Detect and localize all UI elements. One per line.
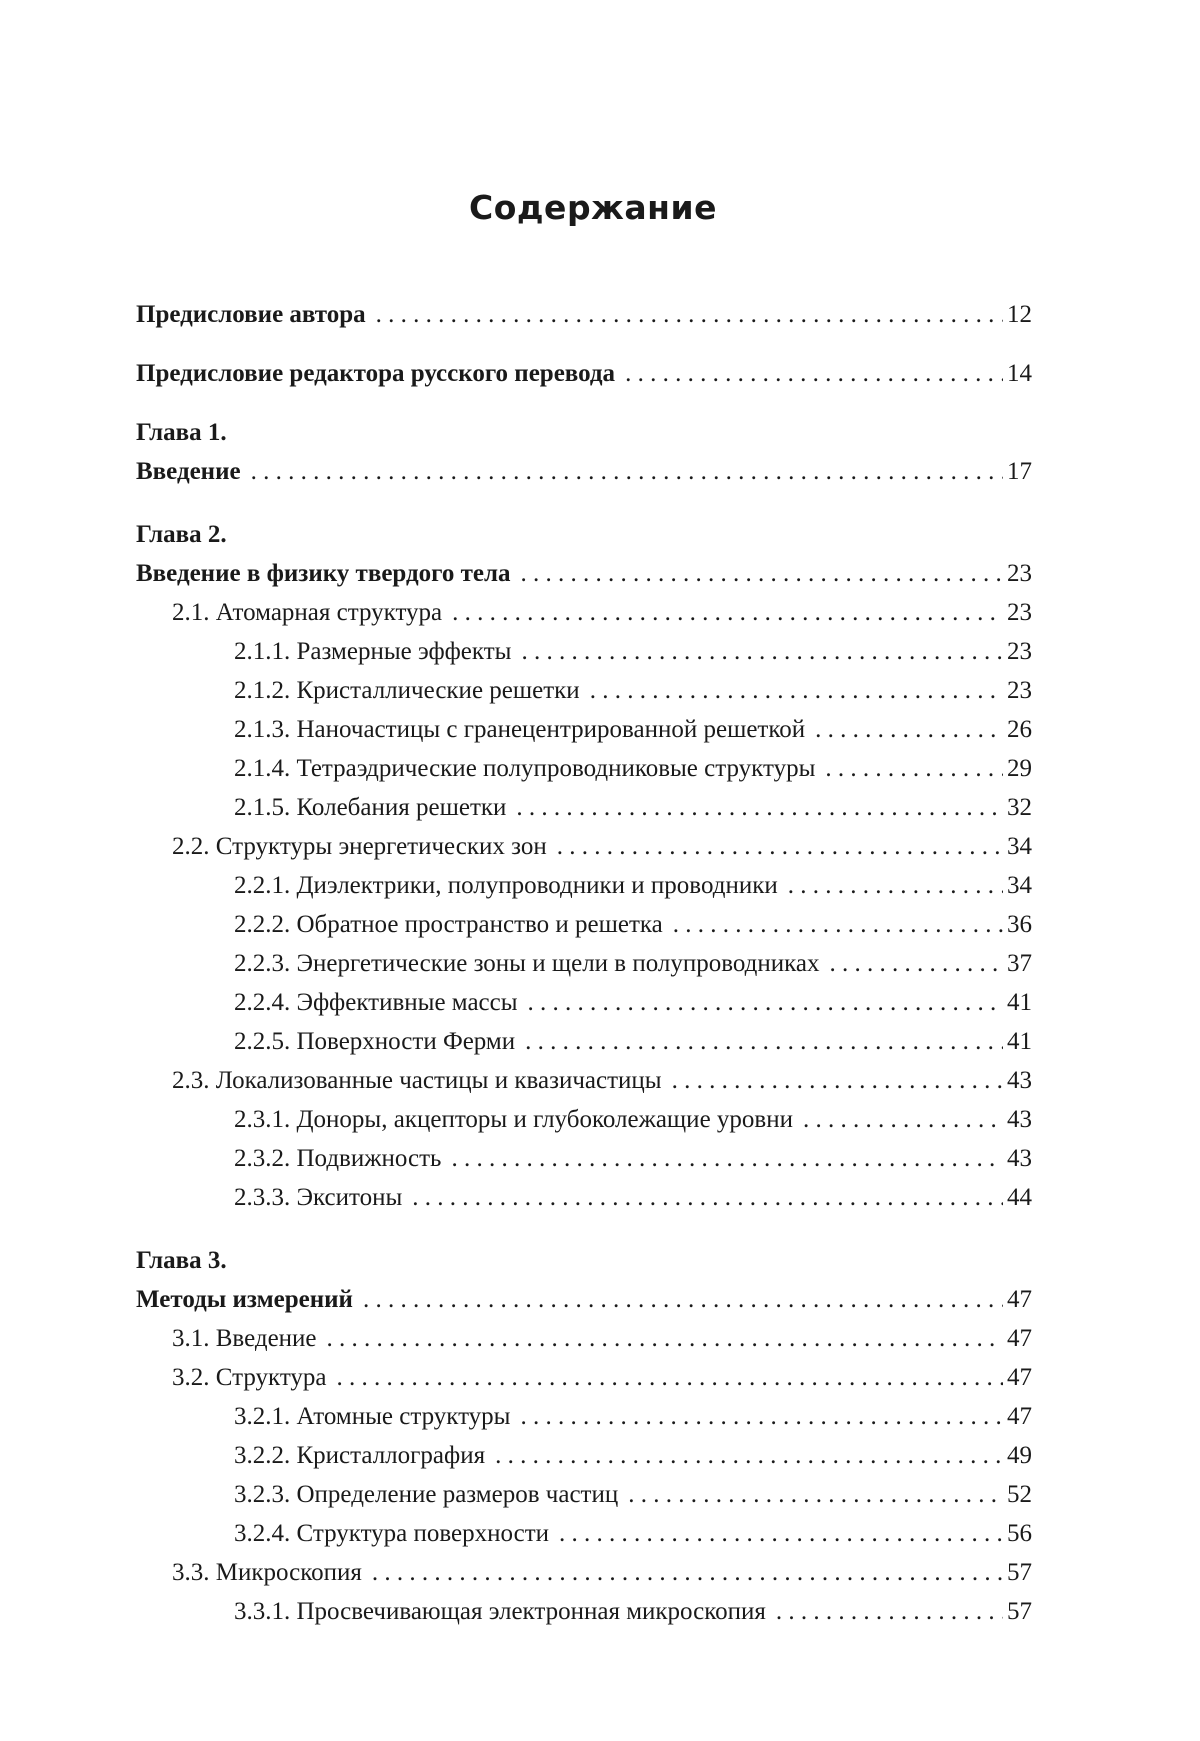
toc-entry-chapter-2[interactable] [136, 554, 1032, 593]
toc-page-number: 23 [1007, 560, 1032, 587]
toc-entry-subsection[interactable] [136, 632, 1032, 671]
toc-page-number: 44 [1007, 1184, 1032, 1211]
leader-dots [673, 905, 1003, 944]
leader-dots [557, 827, 1003, 866]
toc-entry-label: 3.2. Структура [172, 1364, 327, 1391]
toc-page-number: 41 [1007, 1028, 1032, 1055]
leader-dots [590, 671, 1003, 710]
toc-page-number: 57 [1007, 1559, 1032, 1586]
toc-entry-label: 2.2.5. Поверхности Ферми [234, 1028, 516, 1055]
toc-page-number: 23 [1007, 599, 1032, 626]
toc-entry-label: 3.1. Введение [172, 1325, 317, 1352]
toc-entry-label: 3.2.4. Структура поверхности [234, 1520, 550, 1547]
toc-entry-section[interactable] [136, 827, 1032, 866]
toc-page-number: 34 [1007, 872, 1032, 899]
toc-entry-label: 2.3.3. Экситоны [234, 1184, 403, 1211]
toc-entry-label: 2.1.1. Размерные эффекты [234, 638, 512, 665]
toc-page-number: 23 [1007, 677, 1032, 704]
toc-page-number: 47 [1007, 1364, 1032, 1391]
toc-entry-subsection[interactable] [136, 1592, 1032, 1631]
leader-dots [776, 1592, 1003, 1631]
chapter-heading [136, 515, 1032, 554]
toc-page-number: 26 [1007, 716, 1032, 743]
toc-page-number: 57 [1007, 1598, 1032, 1625]
leader-dots [337, 1358, 1003, 1397]
chapter-heading [136, 413, 1032, 452]
leader-dots [559, 1514, 1003, 1553]
toc-entry-label: Введение в физику твердого тела [136, 560, 511, 587]
toc-entry-subsection[interactable] [136, 866, 1032, 905]
leader-dots [528, 983, 1003, 1022]
toc-entry-label: 2.2.1. Диэлектрики, полупроводники и проводники [234, 872, 778, 899]
page-title: Содержание [469, 188, 717, 227]
toc-entry-section[interactable] [136, 593, 1032, 632]
toc-entry-label: 3.3. Микроскопия [172, 1559, 362, 1586]
toc-page-number: 47 [1007, 1325, 1032, 1352]
leader-dots [327, 1319, 1003, 1358]
toc-entry-label: Методы измерений [136, 1286, 353, 1313]
toc-page-number: 36 [1007, 911, 1032, 938]
toc-entry-subsection[interactable] [136, 749, 1032, 788]
leader-dots [520, 1397, 1003, 1436]
toc-entry-subsection[interactable] [136, 710, 1032, 749]
toc-page-number: 14 [1007, 360, 1032, 387]
leader-dots [495, 1436, 1003, 1475]
leader-dots [363, 1280, 1003, 1319]
leader-dots [452, 593, 1003, 632]
toc-entry-label: 2.2.3. Энергетические зоны и щели в полупроводниках [234, 950, 820, 977]
toc-entry-subsection[interactable] [136, 788, 1032, 827]
toc-entry-label: 2.1.5. Колебания решетки [234, 794, 507, 821]
leader-dots [372, 1553, 1003, 1592]
leader-dots [625, 354, 1003, 393]
toc-entry-label: 2.3.1. Доноры, акцепторы и глубоколежащие уровни [234, 1106, 793, 1133]
toc-entry-section[interactable] [136, 1358, 1032, 1397]
leader-dots [830, 944, 1003, 983]
toc-entry-label: 2.1. Атомарная структура [172, 599, 443, 626]
leader-dots [516, 788, 1003, 827]
toc-entry-label: 2.2. Структуры энергетических зон [172, 833, 547, 860]
toc-entry-label: 2.3.2. Подвижность [234, 1145, 442, 1172]
toc-page-number: 37 [1007, 950, 1032, 977]
leader-dots [521, 632, 1003, 671]
table-of-contents [136, 295, 1032, 1631]
toc-entry-label: Введение [136, 458, 241, 485]
toc-entry-label: Предисловие автора [136, 301, 366, 328]
leader-dots [251, 452, 1003, 491]
toc-page-number: 23 [1007, 638, 1032, 665]
leader-dots [376, 295, 1003, 334]
toc-page-number: 12 [1007, 301, 1032, 328]
toc-entry-subsection[interactable] [136, 983, 1032, 1022]
toc-entry-subsection[interactable] [136, 671, 1032, 710]
toc-entry-section[interactable] [136, 1319, 1032, 1358]
chapter-number: Глава 1. [136, 419, 227, 446]
toc-page-number: 47 [1007, 1286, 1032, 1313]
toc-entry-subsection[interactable] [136, 1178, 1032, 1217]
leader-dots [788, 866, 1003, 905]
leader-dots [525, 1022, 1003, 1061]
toc-entry-chapter-1[interactable] [136, 452, 1032, 491]
toc-entry-label: 2.1.2. Кристаллические решетки [234, 677, 580, 704]
toc-page-number: 43 [1007, 1067, 1032, 1094]
toc-entry-label: 2.2.4. Эффективные массы [234, 989, 518, 1016]
toc-entry-subsection[interactable] [136, 1100, 1032, 1139]
toc-entry-subsection[interactable] [136, 944, 1032, 983]
toc-page-number: 43 [1007, 1145, 1032, 1172]
toc-entry-label: 2.1.3. Наночастицы с гранецентрированной решеткой [234, 716, 806, 743]
toc-entry-label: 3.2.2. Кристаллография [234, 1442, 486, 1469]
toc-entry-subsection[interactable] [136, 1436, 1032, 1475]
toc-entry-subsection[interactable] [136, 1475, 1032, 1514]
toc-entry-label: 2.2.2. Обратное пространство и решетка [234, 911, 663, 938]
toc-entry-chapter-3[interactable] [136, 1280, 1032, 1319]
toc-entry-label: 2.3. Локализованные частицы и квазичастицы [172, 1067, 662, 1094]
toc-entry-subsection[interactable] [136, 905, 1032, 944]
toc-entry-label: 3.2.3. Определение размеров частиц [234, 1481, 619, 1508]
toc-entry-editor-preface[interactable] [136, 354, 1032, 393]
toc-entry-subsection[interactable] [136, 1397, 1032, 1436]
toc-page-number: 29 [1007, 755, 1032, 782]
leader-dots [825, 749, 1003, 788]
toc-entry-label: 3.3.1. Просвечивающая электронная микроскопия [234, 1598, 766, 1625]
toc-page-number: 32 [1007, 794, 1032, 821]
chapter-number: Глава 3. [136, 1247, 227, 1274]
toc-page-number: 43 [1007, 1106, 1032, 1133]
toc-entry-section[interactable] [136, 1553, 1032, 1592]
toc-page-number: 17 [1007, 458, 1032, 485]
leader-dots [521, 554, 1003, 593]
toc-entry-section[interactable] [136, 1061, 1032, 1100]
chapter-number: Глава 2. [136, 521, 227, 548]
toc-entry-label: 2.1.4. Тетраэдрические полупроводниковые структуры [234, 755, 816, 782]
toc-entry-subsection[interactable] [136, 1514, 1032, 1553]
toc-page-number: 47 [1007, 1403, 1032, 1430]
toc-entry-author-preface[interactable] [136, 295, 1032, 334]
toc-page-number: 34 [1007, 833, 1032, 860]
toc-entry-label: Предисловие редактора русского перевода [136, 360, 616, 387]
leader-dots [672, 1061, 1003, 1100]
chapter-heading [136, 1241, 1032, 1280]
leader-dots [451, 1139, 1003, 1178]
toc-page-number: 41 [1007, 989, 1032, 1016]
leader-dots [803, 1100, 1003, 1139]
toc-entry-label: 3.2.1. Атомные структуры [234, 1403, 511, 1430]
leader-dots [628, 1475, 1003, 1514]
leader-dots [815, 710, 1003, 749]
toc-entry-subsection[interactable] [136, 1022, 1032, 1061]
toc-page-number: 49 [1007, 1442, 1032, 1469]
toc-page-number: 56 [1007, 1520, 1032, 1547]
toc-page-number: 52 [1007, 1481, 1032, 1508]
leader-dots [412, 1178, 1003, 1217]
toc-entry-subsection[interactable] [136, 1139, 1032, 1178]
